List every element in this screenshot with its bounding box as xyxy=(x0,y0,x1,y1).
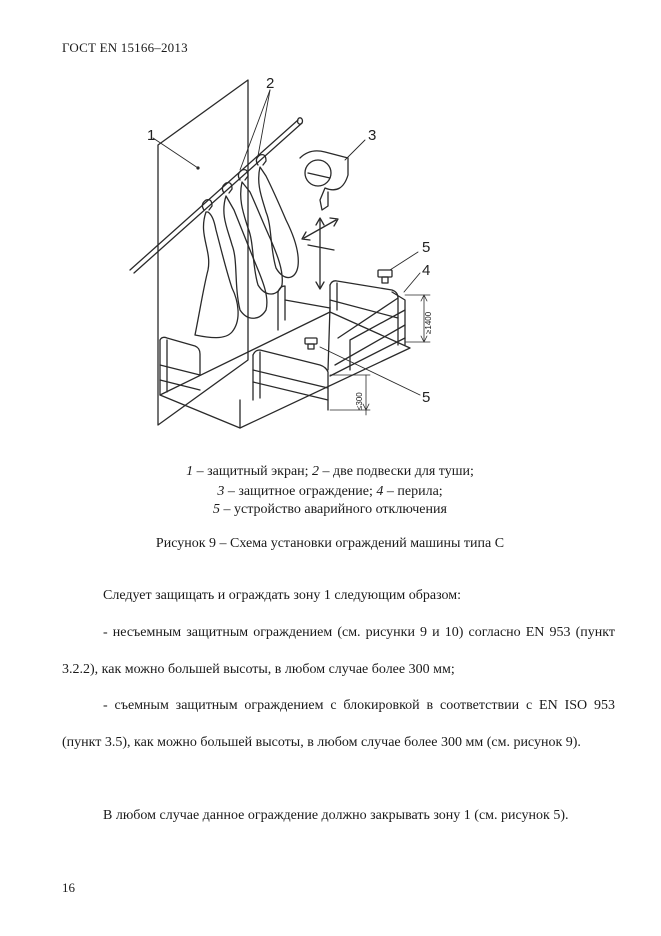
dimension-step: ≤300 xyxy=(355,392,364,410)
legend-number: 1 xyxy=(186,464,194,479)
figure-legend-line-2 xyxy=(120,482,540,502)
carcass xyxy=(224,196,267,318)
paragraph-movable-guard: - съемным защитным ограждением с блокировкой в соответствии с EN ISO 953 (пункт 3.5), как можно большей высоты, в любом случае более 300 мм (см. рисунок 9). xyxy=(62,698,615,750)
guard-layout-drawing xyxy=(120,70,460,445)
callout-4: 4 xyxy=(422,262,431,279)
legend-number: 4 xyxy=(376,484,384,499)
page-number: 16 xyxy=(62,880,75,895)
hook xyxy=(222,183,232,193)
paragraph-intro: Следует защищать и ограждать зону 1 следующим образом: xyxy=(103,588,462,603)
legend-number: 5 xyxy=(213,502,221,517)
figure-caption: Рисунок 9 – Схема установки ограждений машины типа С xyxy=(155,536,505,551)
callout-1: 1 xyxy=(147,127,156,144)
figure-legend-line-3 xyxy=(120,500,540,520)
legend-number: 3 xyxy=(217,484,225,499)
callout-2: 2 xyxy=(266,75,275,92)
legend-text: – перила; xyxy=(383,484,443,499)
legend-text: – две подвески для туши; xyxy=(319,464,474,479)
carcass xyxy=(195,212,238,338)
figure-legend-line-1 xyxy=(120,462,540,482)
paragraph-zone-cover: В любом случае данное ограждение должно закрывать зону 1 (см. рисунок 5). xyxy=(103,808,569,823)
legend-text: – устройство аварийного отключения xyxy=(220,502,447,517)
figure-9-diagram xyxy=(120,70,460,445)
paragraph-fixed-guard: - несъемным защитным ограждением (см. рисунки 9 и 10) согласно EN 953 (пункт 3.2.2), как можно большей высоты, в любом случае более 300 мм; xyxy=(62,625,615,677)
legend-text: – защитное ограждение; xyxy=(224,484,377,499)
dimension-height: ≥1400 xyxy=(424,311,433,334)
callout-5-bottom: 5 xyxy=(422,389,431,406)
callout-3: 3 xyxy=(368,127,377,144)
document-header: ГОСТ EN 15166–2013 xyxy=(62,40,188,55)
emergency-stop-button xyxy=(378,270,392,277)
callout-5-top: 5 xyxy=(422,239,431,256)
emergency-stop-button xyxy=(305,338,317,344)
legend-number: 2 xyxy=(312,464,320,479)
legend-text: – защитный экран; xyxy=(193,464,313,479)
